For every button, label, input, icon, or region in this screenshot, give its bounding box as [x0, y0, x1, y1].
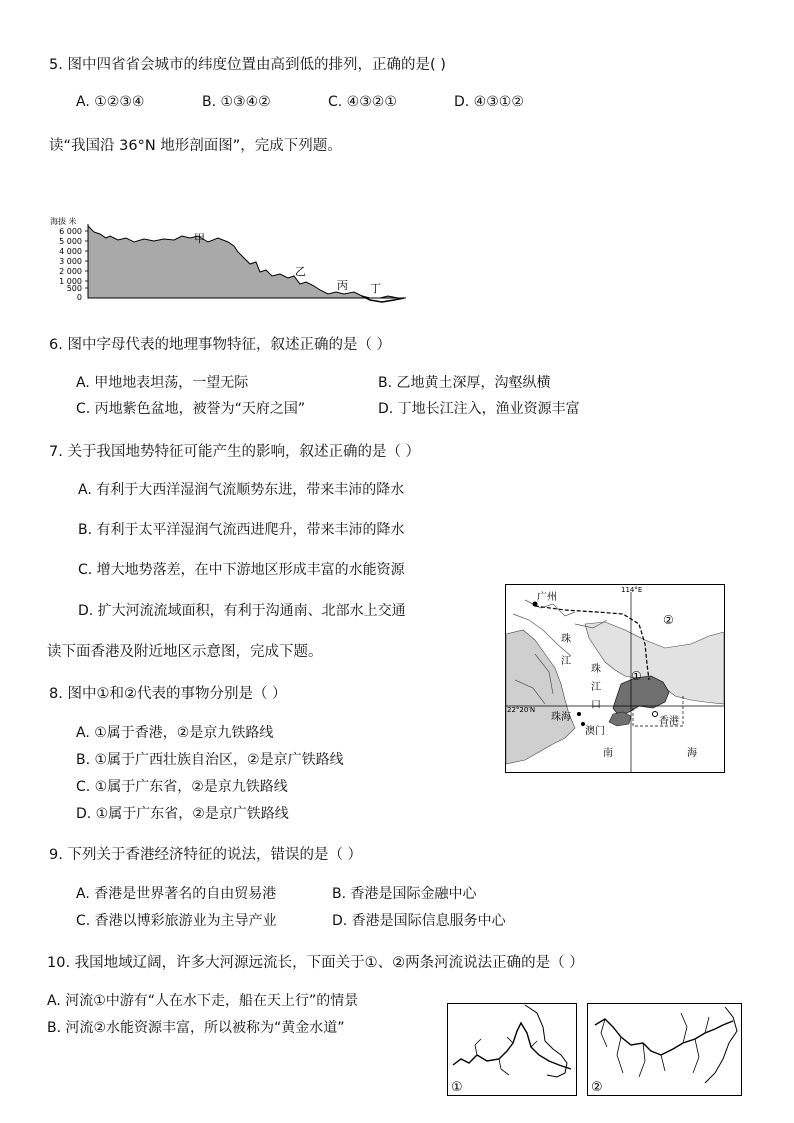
map-label-jiang1: 江 — [561, 656, 571, 667]
profile-axis-title: 海拔 米 — [50, 217, 77, 226]
q7-option-d: D. 扩大河流流域面积，有利于沟通南、北部水上交通 — [78, 603, 406, 619]
hong-kong-map — [505, 584, 725, 773]
map-label-guangzhou: 广州 — [537, 592, 557, 603]
label-jia: 甲 — [194, 232, 205, 245]
profile-tick-500: 500 — [66, 284, 82, 293]
profile-tick-4000: 4 000 — [59, 247, 82, 256]
terrain-profile-figure — [48, 212, 410, 306]
q10-stem: 10. 我国地域辽阔，许多大河源远流长，下面关于①、②两条河流说法正确的是（ ） — [47, 955, 584, 971]
q6-stem: 6. 图中字母代表的地理事物特征，叙述正确的是（ ） — [49, 337, 392, 353]
q9-option-c: C. 香港以博彩旅游业为主导产业 — [76, 913, 277, 929]
river-2-label: ② — [591, 1080, 603, 1095]
q5-option-a: A. ①②③④ — [76, 94, 145, 110]
map-city-hongkong — [653, 712, 658, 717]
map-label-jiang2: 江 — [591, 682, 601, 693]
map-label-zhuhai: 珠海 — [551, 712, 571, 723]
profile-tick-2000: 2 000 — [59, 267, 82, 276]
q6-option-a: A. 甲地地表坦荡，一望无际 — [76, 375, 249, 391]
profile-tick-3000: 3 000 — [59, 257, 82, 266]
profile-tick-0: 0 — [76, 293, 82, 302]
map-label-1: ① — [631, 669, 642, 683]
q9-option-b: B. 香港是国际金融中心 — [332, 886, 477, 902]
q8-option-c: C. ①属于广东省，②是京九铁路线 — [76, 779, 288, 795]
map-label-hongkong: 香港 — [659, 716, 679, 727]
map-city-zhuhai — [577, 712, 581, 716]
q5-option-d: D. ④③①② — [454, 94, 524, 110]
q8-stem: 8. 图中①和②代表的事物分别是（ ） — [49, 686, 287, 702]
map-label-kou: 口 — [591, 700, 601, 711]
map-label-nan: 南 — [603, 748, 613, 759]
profile-tick-6000: 6 000 — [59, 227, 82, 236]
q8-option-a: A. ①属于香港，②是京九铁路线 — [76, 725, 274, 741]
q6-option-b: B. 乙地黄土深厚，沟壑纵横 — [378, 375, 551, 391]
q9-option-d: D. 香港是国际信息服务中心 — [332, 913, 506, 929]
map-label-hai: 海 — [687, 748, 697, 759]
q8-option-d: D. ①属于广东省，②是京广铁路线 — [76, 806, 289, 822]
map-label-114e: 114°E — [621, 586, 643, 594]
intro-hk: 读下面香港及附近地区示意图，完成下题。 — [47, 644, 323, 660]
profile-tick-5000: 5 000 — [59, 237, 82, 246]
map-label-22-20n: 22°20′N — [507, 706, 536, 714]
map-label-zhu2: 珠 — [591, 664, 601, 675]
q5-option-b: B. ①③④② — [202, 94, 271, 110]
map-label-zhu1: 珠 — [561, 634, 571, 645]
q7-stem: 7. 关于我国地势特征可能产生的影响，叙述正确的是（ ） — [49, 444, 421, 460]
map-label-2: ② — [663, 613, 674, 627]
map-label-macau: 澳门 — [585, 726, 605, 737]
q6-option-c: C. 丙地紫色盆地，被誉为“天府之国” — [76, 401, 306, 417]
q7-option-b: B. 有利于太平洋湿润气流西进爬升，带来丰沛的降水 — [78, 522, 405, 538]
river-map-1 — [447, 1003, 577, 1096]
river-map-2 — [587, 1003, 742, 1096]
q6-option-d: D. 丁地长江注入，渔业资源丰富 — [378, 401, 580, 417]
q7-option-a: A. 有利于大西洋湿润气流顺势东进，带来丰沛的降水 — [78, 482, 405, 498]
q5-stem: 5. 图中四省省会城市的纬度位置由高到低的排列，正确的是( ) — [49, 57, 446, 73]
q7-option-c: C. 增大地势落差，在中下游地区形成丰富的水能资源 — [78, 562, 405, 578]
q10-option-b: B. 河流②水能资源丰富，所以被称为“黄金水道” — [47, 1020, 345, 1036]
q8-option-b: B. ①属于广西壮族自治区，②是京广铁路线 — [76, 752, 344, 768]
label-ding: 丁 — [370, 282, 381, 295]
q9-stem: 9. 下列关于香港经济特征的说法，错误的是（ ） — [49, 847, 363, 863]
label-yi: 乙 — [295, 265, 306, 278]
q9-option-a: A. 香港是世界著名的自由贸易港 — [76, 886, 277, 902]
q10-option-a: A. 河流①中游有“人在水下走，船在天上行”的情景 — [47, 993, 359, 1009]
label-bing: 丙 — [337, 279, 348, 292]
river-1-label: ① — [451, 1080, 463, 1095]
profile-tick-1000: 1 000 — [59, 277, 82, 286]
intro-profile: 读“我国沿 36°N 地形剖面图”，完成下列题。 — [49, 138, 342, 154]
q5-option-c: C. ④③②① — [328, 94, 397, 110]
terrain-profile-area — [88, 226, 404, 298]
